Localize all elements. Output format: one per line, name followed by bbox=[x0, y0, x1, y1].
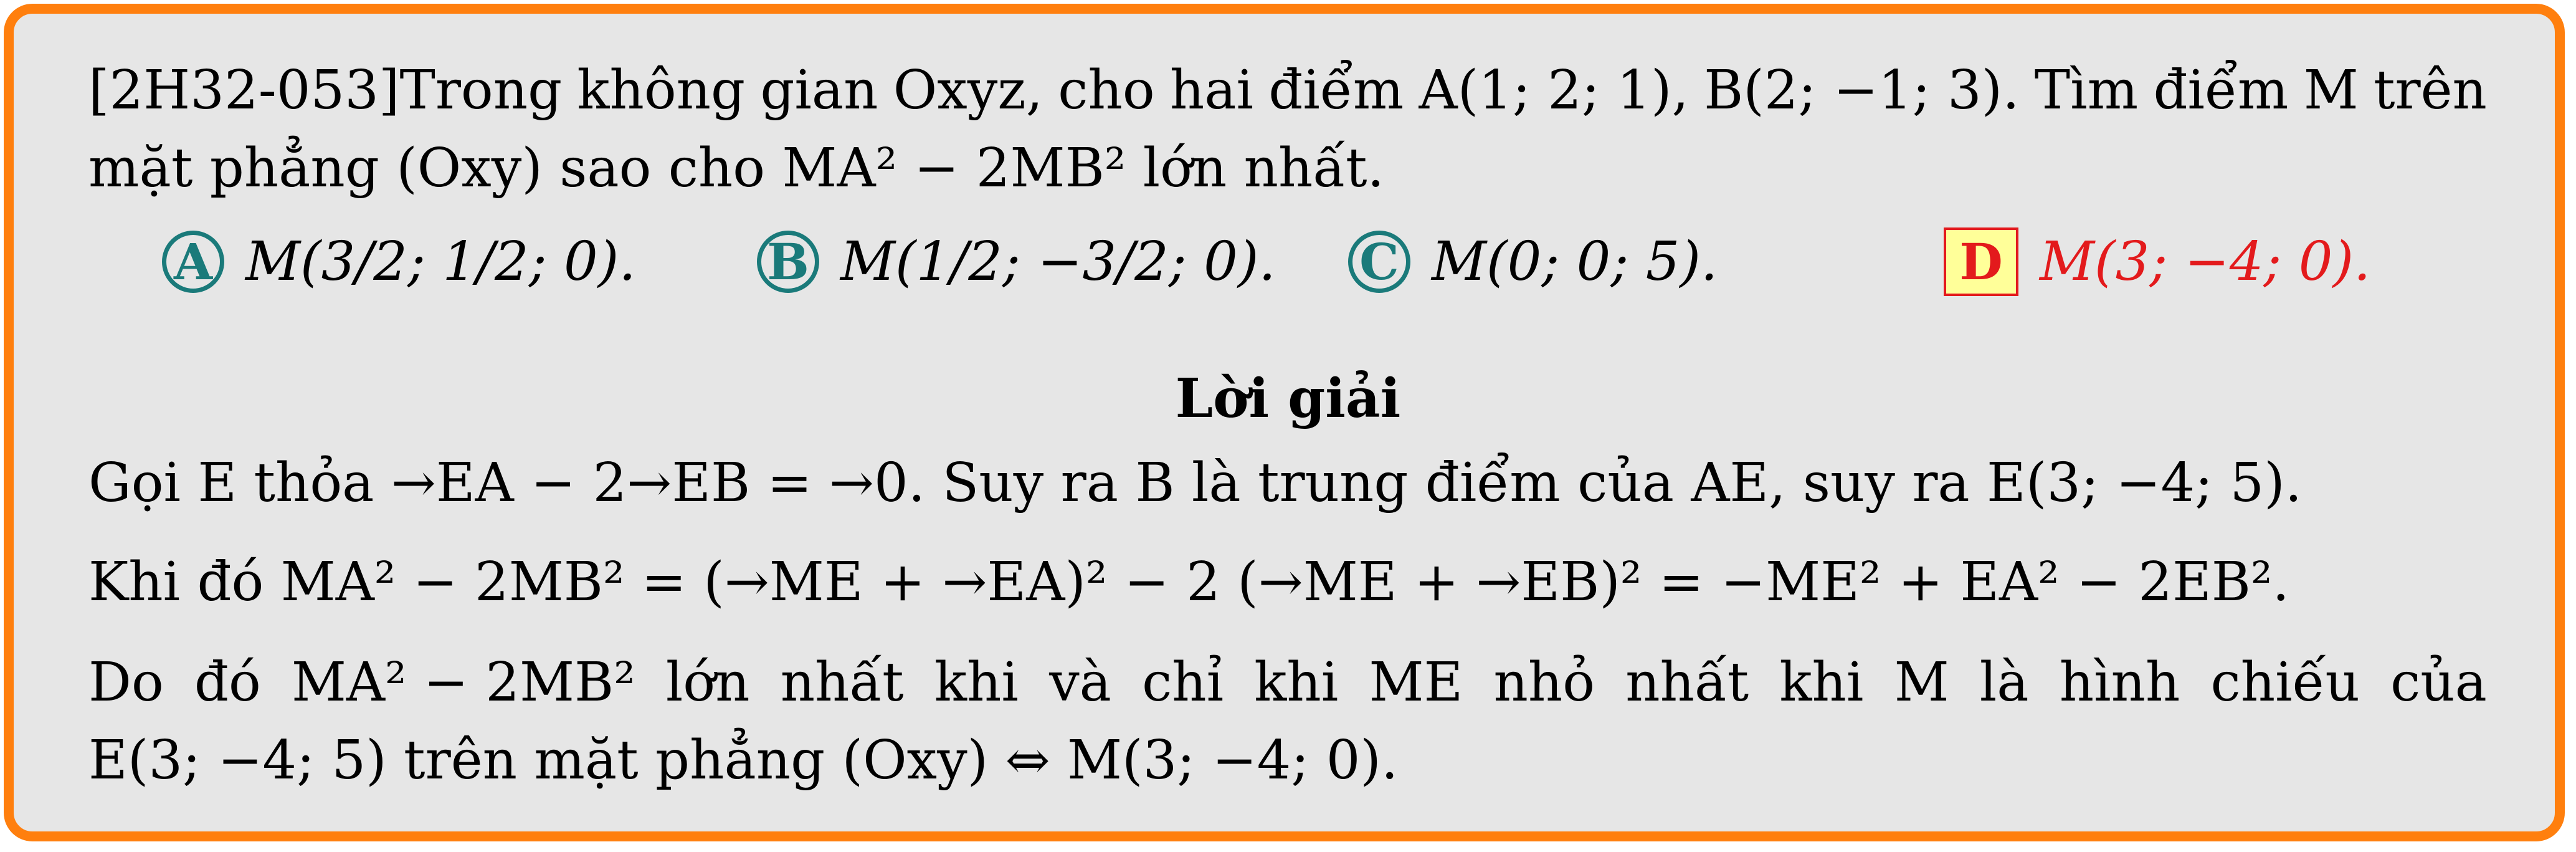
solution-line-4: E(3; −4; 5) trên mặt phẳng (Oxy) ⇔ M(3; −4; 0). bbox=[88, 729, 1399, 792]
s3-word: nhỏ bbox=[1493, 651, 1595, 714]
solution-line-3 bbox=[88, 651, 2487, 714]
q1-word: điểm bbox=[1268, 59, 1404, 122]
option-a[interactable] bbox=[162, 203, 636, 321]
s3-word: đó bbox=[194, 651, 261, 714]
q1-word: cho bbox=[1058, 59, 1155, 122]
s3-word: khi bbox=[1779, 651, 1864, 714]
question-line-1 bbox=[88, 59, 2487, 122]
s3-word: khi bbox=[1254, 651, 1339, 714]
s3-word: ME bbox=[1369, 651, 1463, 714]
question-line-2: mặt phẳng (Oxy) sao cho MA² − 2MB² lớn nhất. bbox=[88, 137, 1384, 199]
s3-word: hình bbox=[2059, 651, 2180, 714]
option-letter-badge: B bbox=[757, 231, 819, 293]
s3-word: Do bbox=[88, 651, 164, 714]
s3-word: khi bbox=[934, 651, 1019, 714]
q1-word: Oxyz, bbox=[893, 59, 1043, 122]
q1-word: A(1; 2; 1), bbox=[1419, 59, 1689, 122]
q1-word: trên bbox=[2373, 59, 2487, 122]
option-text: M(3/2; 1/2; 0). bbox=[245, 231, 636, 293]
q1-word: điểm bbox=[2153, 59, 2289, 122]
q1-word: Tìm bbox=[2034, 59, 2139, 122]
s3-word: chỉ bbox=[1142, 651, 1224, 714]
s3-word: nhất bbox=[1625, 651, 1749, 714]
option-text: M(3; −4; 0). bbox=[2040, 231, 2371, 293]
option-text: M(0; 0; 5). bbox=[1432, 231, 1718, 293]
option-b[interactable] bbox=[757, 203, 1276, 321]
q1-word: không bbox=[577, 59, 746, 122]
solution-heading: Lời giải bbox=[1175, 367, 1401, 430]
option-d-correct[interactable] bbox=[1944, 203, 2370, 321]
s3-word: chiếu bbox=[2210, 651, 2360, 714]
option-c[interactable] bbox=[1348, 203, 1718, 321]
option-letter-badge-correct: D bbox=[1944, 227, 2018, 296]
q1-word: B(2; −1; 3). bbox=[1704, 59, 2020, 122]
option-letter-badge: C bbox=[1348, 231, 1410, 293]
q1-word: M bbox=[2303, 59, 2359, 122]
q1-word: [2H32-053]Trong bbox=[88, 59, 563, 122]
solution-line-2: Khi đó MA² − 2MB² = (→ME + →EA)² − 2 (→ME + →EB)² = −ME² + EA² − 2EB². bbox=[88, 551, 2289, 613]
s3-word: nhất bbox=[780, 651, 904, 714]
s3-word: và bbox=[1049, 651, 1111, 714]
solution-line-1: Gọi E thỏa →EA − 2→EB = →0. Suy ra B là trung điểm của AE, suy ra E(3; −4; 5). bbox=[88, 452, 2303, 514]
s3-word: của bbox=[2390, 651, 2487, 714]
s3-word: lớn bbox=[665, 651, 750, 714]
q1-word: hai bbox=[1169, 59, 1254, 122]
s3-word: M bbox=[1894, 651, 1949, 714]
s3-word: MA² − 2MB² bbox=[291, 651, 635, 714]
q1-word: gian bbox=[760, 59, 878, 122]
option-text: M(1/2; −3/2; 0). bbox=[840, 231, 1276, 293]
option-letter-badge: A bbox=[162, 231, 224, 293]
s3-word: là bbox=[1979, 651, 2029, 714]
